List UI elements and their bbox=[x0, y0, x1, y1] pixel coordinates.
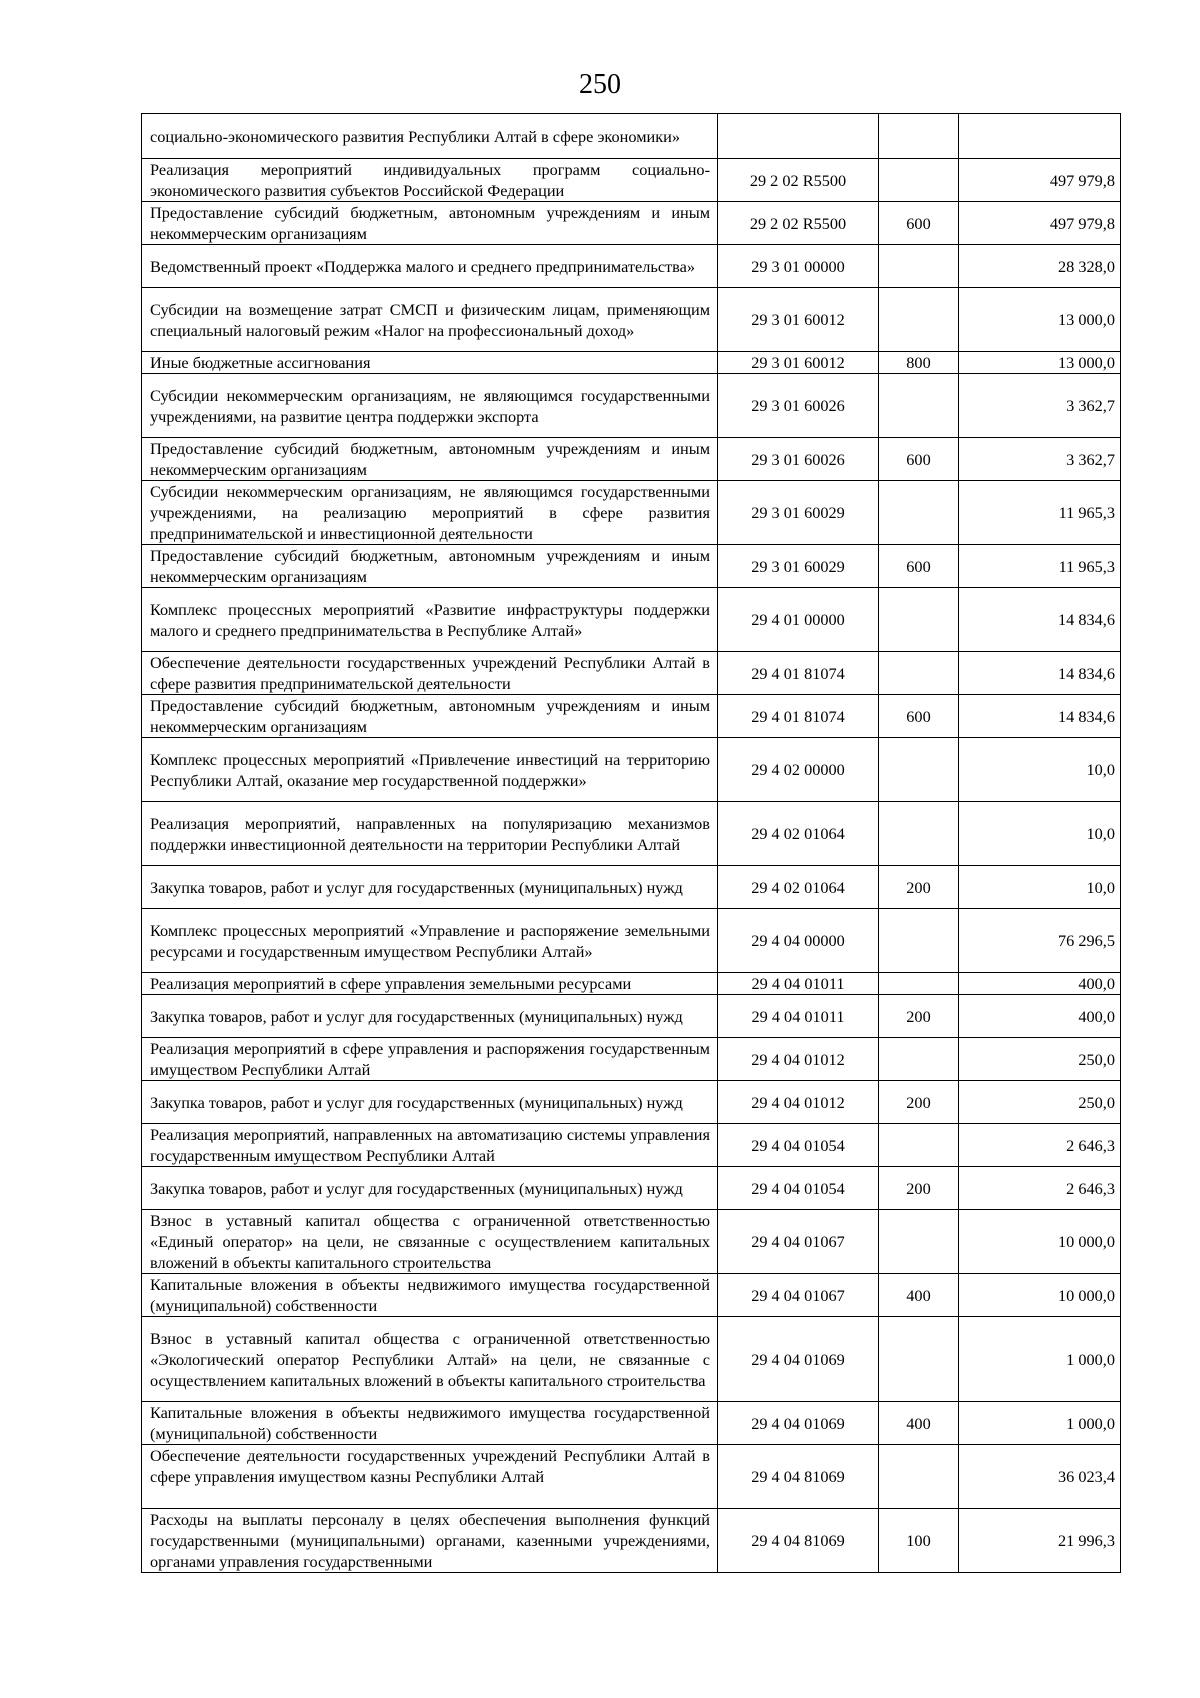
expense-name-cell: Обеспечение деятельности государственных учреждений Республики Алтай в сфере развития предпринимательской деятельности bbox=[142, 652, 718, 695]
target-code-cell: 29 4 04 81069 bbox=[718, 1445, 879, 1509]
table-row bbox=[142, 1317, 1121, 1402]
table-row bbox=[142, 438, 1121, 481]
expense-type-cell bbox=[879, 1317, 959, 1402]
target-code-cell: 29 2 02 R5500 bbox=[718, 202, 879, 245]
target-code-cell: 29 4 04 81069 bbox=[718, 1509, 879, 1573]
target-code-cell: 29 3 01 60012 bbox=[718, 288, 879, 352]
expense-name-cell: Реализация мероприятий в сфере управления и распоряжения государственным имуществом Республики Алтай bbox=[142, 1038, 718, 1081]
target-code-cell: 29 4 04 01054 bbox=[718, 1124, 879, 1167]
expense-type-cell bbox=[879, 1038, 959, 1081]
table-row bbox=[142, 866, 1121, 909]
expense-type-cell bbox=[879, 374, 959, 438]
table-row bbox=[142, 588, 1121, 652]
expense-type-cell bbox=[879, 1445, 959, 1509]
expense-name-cell: Предоставление субсидий бюджетным, автономным учреждениям и иным некоммерческим организациям bbox=[142, 545, 718, 588]
table-row bbox=[142, 245, 1121, 288]
target-code-cell: 29 4 04 01067 bbox=[718, 1210, 879, 1274]
page-number: 250 bbox=[579, 69, 621, 100]
amount-cell: 10,0 bbox=[959, 738, 1121, 802]
expense-type-cell bbox=[879, 588, 959, 652]
amount-cell: 1 000,0 bbox=[959, 1317, 1121, 1402]
amount-cell: 36 023,4 bbox=[959, 1445, 1121, 1509]
amount-cell: 10 000,0 bbox=[959, 1210, 1121, 1274]
expense-name-cell: Предоставление субсидий бюджетным, автономным учреждениям и иным некоммерческим организациям bbox=[142, 438, 718, 481]
amount-cell bbox=[959, 114, 1121, 159]
expense-name-cell: Реализация мероприятий, направленных на популяризацию механизмов поддержки инвестиционной деятельности на территории Республики Алтай bbox=[142, 802, 718, 866]
expense-type-cell bbox=[879, 802, 959, 866]
table-row bbox=[142, 1509, 1121, 1573]
expense-name-cell: Закупка товаров, работ и услуг для государственных (муниципальных) нужд bbox=[142, 1167, 718, 1210]
expense-name-cell: Капитальные вложения в объекты недвижимого имущества государственной (муниципальной) собственности bbox=[142, 1274, 718, 1317]
budget-table bbox=[141, 113, 1121, 1573]
target-code-cell: 29 3 01 60026 bbox=[718, 374, 879, 438]
target-code-cell: 29 4 04 01054 bbox=[718, 1167, 879, 1210]
target-code-cell: 29 3 01 60026 bbox=[718, 438, 879, 481]
expense-type-cell bbox=[879, 245, 959, 288]
amount-cell: 11 965,3 bbox=[959, 481, 1121, 545]
target-code-cell: 29 4 04 01011 bbox=[718, 995, 879, 1038]
target-code-cell: 29 4 04 01067 bbox=[718, 1274, 879, 1317]
table-row bbox=[142, 481, 1121, 545]
amount-cell: 400,0 bbox=[959, 995, 1121, 1038]
target-code-cell: 29 4 02 01064 bbox=[718, 802, 879, 866]
table-row bbox=[142, 995, 1121, 1038]
target-code-cell: 29 4 01 81074 bbox=[718, 652, 879, 695]
target-code-cell: 29 4 02 00000 bbox=[718, 738, 879, 802]
table-row bbox=[142, 288, 1121, 352]
target-code-cell: 29 3 01 60029 bbox=[718, 545, 879, 588]
target-code-cell: 29 4 01 00000 bbox=[718, 588, 879, 652]
expense-type-cell: 400 bbox=[879, 1402, 959, 1445]
table-row bbox=[142, 114, 1121, 159]
expense-type-cell bbox=[879, 1210, 959, 1274]
target-code-cell: 29 4 04 01011 bbox=[718, 973, 879, 995]
expense-type-cell bbox=[879, 738, 959, 802]
table-row bbox=[142, 545, 1121, 588]
table-row bbox=[142, 159, 1121, 202]
expense-name-cell: Субсидии на возмещение затрат СМСП и физическим лицам, применяющим специальный налоговый режим «Налог на профессиональный доход» bbox=[142, 288, 718, 352]
amount-cell: 250,0 bbox=[959, 1081, 1121, 1124]
expense-type-cell bbox=[879, 973, 959, 995]
target-code-cell: 29 3 01 00000 bbox=[718, 245, 879, 288]
expense-name-cell: Субсидии некоммерческим организациям, не являющимся государственными учреждениями, на развитие центра поддержки экспорта bbox=[142, 374, 718, 438]
amount-cell: 2 646,3 bbox=[959, 1124, 1121, 1167]
target-code-cell: 29 4 04 01012 bbox=[718, 1081, 879, 1124]
expense-type-cell bbox=[879, 159, 959, 202]
table-row bbox=[142, 1210, 1121, 1274]
expense-name-cell: Ведомственный проект «Поддержка малого и среднего предпринимательства» bbox=[142, 245, 718, 288]
table-row bbox=[142, 352, 1121, 374]
target-code-cell: 29 4 04 00000 bbox=[718, 909, 879, 973]
target-code-cell: 29 3 01 60012 bbox=[718, 352, 879, 374]
expense-type-cell: 400 bbox=[879, 1274, 959, 1317]
table-row bbox=[142, 1445, 1121, 1509]
expense-name-cell: социально-экономического развития Республики Алтай в сфере экономики» bbox=[142, 114, 718, 159]
table-row bbox=[142, 1124, 1121, 1167]
expense-type-cell: 600 bbox=[879, 545, 959, 588]
table-row bbox=[142, 1274, 1121, 1317]
target-code-cell: 29 4 01 81074 bbox=[718, 695, 879, 738]
expense-name-cell: Иные бюджетные ассигнования bbox=[142, 352, 718, 374]
target-code-cell: 29 4 04 01069 bbox=[718, 1317, 879, 1402]
amount-cell: 21 996,3 bbox=[959, 1509, 1121, 1573]
table-row bbox=[142, 802, 1121, 866]
expense-name-cell: Реализация мероприятий индивидуальных программ социально-экономического развития субъектов Российской Федерации bbox=[142, 159, 718, 202]
table-row bbox=[142, 1402, 1121, 1445]
target-code-cell: 29 4 04 01012 bbox=[718, 1038, 879, 1081]
expense-type-cell bbox=[879, 1124, 959, 1167]
amount-cell: 76 296,5 bbox=[959, 909, 1121, 973]
amount-cell: 14 834,6 bbox=[959, 588, 1121, 652]
table-row bbox=[142, 202, 1121, 245]
amount-cell: 28 328,0 bbox=[959, 245, 1121, 288]
expense-name-cell: Взнос в уставный капитал общества с ограниченной ответственностью «Единый оператор» на цели, не связанные с осуществлением капитальных вложений в объекты капитального строительства bbox=[142, 1210, 718, 1274]
amount-cell: 14 834,6 bbox=[959, 652, 1121, 695]
expense-name-cell: Реализация мероприятий, направленных на автоматизацию системы управления государственным имуществом Республики Алтай bbox=[142, 1124, 718, 1167]
amount-cell: 497 979,8 bbox=[959, 202, 1121, 245]
expense-name-cell: Комплекс процессных мероприятий «Привлечение инвестиций на территорию Республики Алтай, оказание мер государственной поддержки» bbox=[142, 738, 718, 802]
amount-cell: 250,0 bbox=[959, 1038, 1121, 1081]
expense-type-cell: 600 bbox=[879, 202, 959, 245]
target-code-cell: 29 4 04 01069 bbox=[718, 1402, 879, 1445]
expense-name-cell: Закупка товаров, работ и услуг для государственных (муниципальных) нужд bbox=[142, 1081, 718, 1124]
amount-cell: 1 000,0 bbox=[959, 1402, 1121, 1445]
expense-name-cell: Закупка товаров, работ и услуг для государственных (муниципальных) нужд bbox=[142, 866, 718, 909]
amount-cell: 400,0 bbox=[959, 973, 1121, 995]
expense-name-cell: Субсидии некоммерческим организациям, не являющимся государственными учреждениями, на реализацию мероприятий в сфере развития предпринимательской и инвестиционной деятельности bbox=[142, 481, 718, 545]
expense-type-cell: 200 bbox=[879, 995, 959, 1038]
table-row bbox=[142, 973, 1121, 995]
expense-type-cell: 200 bbox=[879, 1081, 959, 1124]
target-code-cell: 29 3 01 60029 bbox=[718, 481, 879, 545]
table-row bbox=[142, 652, 1121, 695]
table-row bbox=[142, 1167, 1121, 1210]
expense-type-cell bbox=[879, 481, 959, 545]
target-code-cell: 29 2 02 R5500 bbox=[718, 159, 879, 202]
amount-cell: 497 979,8 bbox=[959, 159, 1121, 202]
expense-name-cell: Предоставление субсидий бюджетным, автономным учреждениям и иным некоммерческим организациям bbox=[142, 695, 718, 738]
expense-name-cell: Обеспечение деятельности государственных учреждений Республики Алтай в сфере управления имуществом казны Республики Алтай bbox=[142, 1445, 718, 1509]
budget-table-body bbox=[142, 114, 1121, 1573]
amount-cell: 10 000,0 bbox=[959, 1274, 1121, 1317]
amount-cell: 3 362,7 bbox=[959, 438, 1121, 481]
expense-name-cell: Расходы на выплаты персоналу в целях обеспечения выполнения функций государственными (муниципальными) органами, казенными учреждениями, органами управления государственными bbox=[142, 1509, 718, 1573]
expense-name-cell: Капитальные вложения в объекты недвижимого имущества государственной (муниципальной) собственности bbox=[142, 1402, 718, 1445]
expense-type-cell: 100 bbox=[879, 1509, 959, 1573]
amount-cell: 13 000,0 bbox=[959, 288, 1121, 352]
expense-type-cell: 600 bbox=[879, 438, 959, 481]
table-row bbox=[142, 1038, 1121, 1081]
expense-name-cell: Предоставление субсидий бюджетным, автономным учреждениям и иным некоммерческим организациям bbox=[142, 202, 718, 245]
table-row bbox=[142, 738, 1121, 802]
expense-type-cell bbox=[879, 909, 959, 973]
table-row bbox=[142, 695, 1121, 738]
amount-cell: 10,0 bbox=[959, 866, 1121, 909]
amount-cell: 2 646,3 bbox=[959, 1167, 1121, 1210]
amount-cell: 14 834,6 bbox=[959, 695, 1121, 738]
expense-type-cell: 800 bbox=[879, 352, 959, 374]
expense-name-cell: Реализация мероприятий в сфере управления земельными ресурсами bbox=[142, 973, 718, 995]
amount-cell: 13 000,0 bbox=[959, 352, 1121, 374]
amount-cell: 11 965,3 bbox=[959, 545, 1121, 588]
expense-type-cell: 600 bbox=[879, 695, 959, 738]
target-code-cell bbox=[718, 114, 879, 159]
expense-type-cell bbox=[879, 288, 959, 352]
expense-name-cell: Комплекс процессных мероприятий «Управление и распоряжение земельными ресурсами и государственным имуществом Республики Алтай» bbox=[142, 909, 718, 973]
expense-name-cell: Комплекс процессных мероприятий «Развитие инфраструктуры поддержки малого и среднего предпринимательства в Республике Алтай» bbox=[142, 588, 718, 652]
expense-type-cell: 200 bbox=[879, 1167, 959, 1210]
expense-name-cell: Закупка товаров, работ и услуг для государственных (муниципальных) нужд bbox=[142, 995, 718, 1038]
target-code-cell: 29 4 02 01064 bbox=[718, 866, 879, 909]
table-row bbox=[142, 374, 1121, 438]
table-row bbox=[142, 1081, 1121, 1124]
expense-name-cell: Взнос в уставный капитал общества с ограниченной ответственностью «Экологический оператор Республики Алтай» на цели, не связанные с осуществлением капитальных вложений в объекты капитального строительства bbox=[142, 1317, 718, 1402]
amount-cell: 10,0 bbox=[959, 802, 1121, 866]
expense-type-cell bbox=[879, 652, 959, 695]
expense-type-cell: 200 bbox=[879, 866, 959, 909]
amount-cell: 3 362,7 bbox=[959, 374, 1121, 438]
expense-type-cell bbox=[879, 114, 959, 159]
table-row bbox=[142, 909, 1121, 973]
